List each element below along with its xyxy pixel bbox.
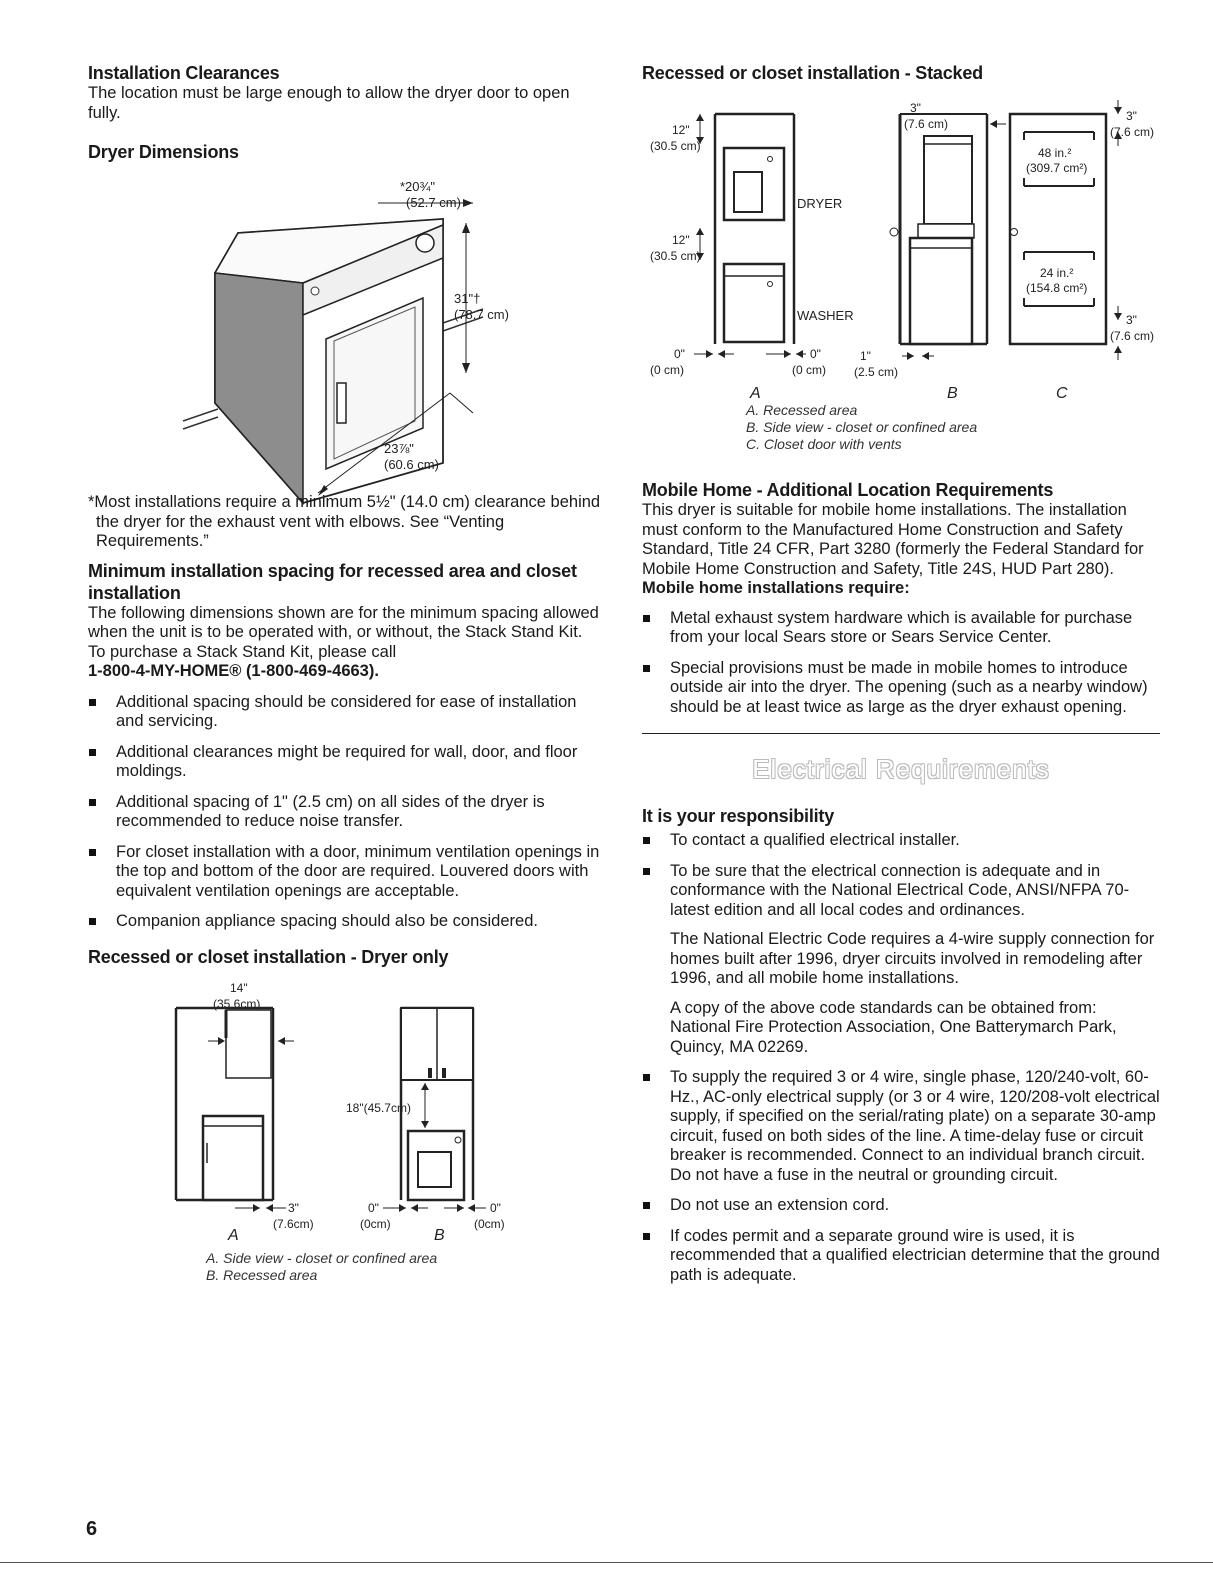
list-item: Additional spacing of 1" (2.5 cm) on all sides of the dryer is recommended to reduce noise transfer. [88, 793, 603, 832]
stacked-mid-gap-cm: (30.5 cm) [650, 249, 701, 263]
vent-top-area-cm: (309.7 cm²) [1026, 161, 1088, 175]
dryer-only-left-zero-cm: (0cm) [360, 1216, 391, 1231]
dryer-only-captions [206, 1250, 603, 1284]
dryer-width-cm: (52.7 cm) [406, 195, 461, 210]
door-top-gap-cm: (7.6 cm) [1110, 125, 1155, 139]
dryer-dimensions-diagram [88, 163, 603, 503]
list-item-text: To be sure that the electrical connection is adequate and in conformance with the National Electrical Code, ANSI/NFPA 70-latest edition and all local codes and ordinances. [670, 861, 1130, 919]
list-item-subtext: The National Electric Code requires a 4-wire supply connection for homes built after 1996, dryer circuits involved in remodeling after 1996, and all mobile home installations. [670, 930, 1155, 987]
dryer-height-label: 31"† [454, 291, 481, 306]
dryer-dimensions-title: Dryer Dimensions [88, 142, 239, 162]
section-divider [642, 733, 1160, 734]
dryer-only-side-gap-cm: (7.6cm) [273, 1216, 314, 1231]
stacked-label-b: B [947, 385, 958, 402]
right-column [642, 62, 1160, 1296]
stacked-diagram [642, 84, 1160, 402]
stacked-zero-right: 0" [810, 347, 821, 361]
min-spacing-list [88, 693, 603, 932]
mobile-home-text: This dryer is suitable for mobile home installations. The installation must conform to the Manufactured Home Construction and Safety Standard, Title 24 CFR, Part 3280 (formerly the Federal Standard for Mobile Home Construction and Safety, Title 24S, HUD Part 280). [642, 501, 1144, 578]
stacked-zero-right-cm: (0 cm) [792, 363, 826, 377]
list-item: If codes permit and a separate ground wire is used, it is recommended that a qualified electrician determine that the ground path is adequate. [642, 1227, 1160, 1286]
stacked-dryer-label: DRYER [797, 196, 843, 211]
list-item-subtext: A copy of the above code standards can be obtained from: National Fire Protection Association, One Batterymarch Park, Quincy, MA 02269. [670, 998, 1117, 1056]
stacked-mid-gap: 12" [672, 233, 690, 247]
mobile-home-title: Mobile Home - Additional Location Requirements [642, 480, 1054, 500]
list-item: Additional spacing should be considered for ease of installation and servicing. [88, 693, 603, 732]
dryer-only-label-a: A [228, 1226, 239, 1244]
vent-bottom-area: 24 in.² [1040, 266, 1074, 280]
stacked-zero-left-cm: (0 cm) [650, 363, 684, 377]
door-bottom-gap-cm: (7.6 cm) [1110, 329, 1155, 343]
stacked-side-gap-cm: (7.6 cm) [904, 117, 949, 131]
electrical-requirements-heading: Electrical Requirements [752, 754, 1050, 784]
stacked-back-gap: 1" [860, 349, 871, 363]
dryer-only-shelf-gap: 18"(45.7cm) [346, 1100, 411, 1115]
dryer-only-title: Recessed or closet installation - Dryer only [88, 946, 449, 967]
page-number: 6 [86, 1518, 98, 1540]
dryer-only-right-zero: 0" [490, 1200, 501, 1215]
stacked-zero-left: 0" [674, 347, 685, 361]
dryer-only-diagram [88, 968, 603, 1264]
dryer-depth-label: 23⅞" [384, 441, 414, 456]
list-item: Additional clearances might be required for wall, door, and floor moldings. [88, 743, 603, 782]
stacked-top-gap: 12" [672, 123, 690, 137]
min-spacing-text: The following dimensions shown are for the minimum spacing allowed when the unit is to be operated with, or without, the Stack Stand Kit. To purchase a Stack Stand Kit, please call [88, 603, 599, 661]
list-item [642, 862, 1160, 1058]
dryer-only-right-zero-cm: (0cm) [474, 1216, 505, 1231]
list-item: Metal exhaust system hardware which is available for purchase from your local Sears store or Sears Service Center. [642, 609, 1160, 648]
installation-clearances-text: The location must be large enough to allow the dryer door to open fully. [88, 84, 570, 122]
min-spacing-title: Minimum installation spacing for recessed area and closet installation [88, 560, 577, 603]
responsibility-title: It is your responsibility [642, 806, 835, 826]
list-item: For closet installation with a door, minimum ventilation openings in the top and bottom of the door are required. Louvered doors with equivalent ventilation openings are acceptable. [88, 843, 603, 902]
stacked-top-gap-cm: (30.5 cm) [650, 139, 701, 153]
door-top-gap: 3" [1126, 109, 1137, 123]
installation-clearances-title: Installation Clearances [88, 63, 280, 83]
dryer-only-top-gap: 14" [230, 980, 248, 995]
list-item: Special provisions must be made in mobile homes to introduce outside air into the dryer. The opening (such as a nearby window) should be at least twice as large as the dryer exhaust opening. [642, 659, 1160, 718]
dryer-only-top-gap-cm: (35.6cm) [213, 996, 261, 1011]
stacked-title: Recessed or closet installation - Stacked [642, 63, 983, 83]
mobile-home-subtitle: Mobile home installations require: [642, 579, 910, 597]
dryer-height-cm: (78.7 cm) [454, 307, 509, 322]
door-bottom-gap: 3" [1126, 313, 1137, 327]
vent-top-area: 48 in.² [1038, 146, 1072, 160]
stacked-captions [746, 402, 1160, 453]
electrical-list [642, 831, 1160, 1285]
caption: C. Closet door with vents [746, 436, 902, 452]
dryer-depth-cm: (60.6 cm) [384, 457, 439, 472]
caption: A. Side view - closet or confined area [206, 1249, 438, 1266]
left-column [88, 62, 603, 1284]
caption: B. Side view - closet or confined area [746, 419, 978, 435]
mobile-home-list [642, 609, 1160, 718]
caption: A. Recessed area [746, 402, 858, 418]
stack-stand-phone: 1-800-4-MY-HOME® (1-800-469-4663). [88, 662, 379, 680]
stacked-back-gap-cm: (2.5 cm) [854, 365, 899, 379]
caption: B. Recessed area [206, 1266, 318, 1283]
stacked-label-c: C [1056, 385, 1068, 402]
stacked-label-a: A [750, 385, 761, 402]
list-item: To supply the required 3 or 4 wire, single phase, 120/240-volt, 60-Hz., AC-only electrical supply (or 3 or 4 wire, 120/208-volt electrical supply, if specified on the serial/rating plate) on a separate 30-amp circuit, fused on both sides of the line. A time-delay fuse or circuit breaker is recommended. Connect to an individual branch circuit. Do not have a fuse in the neutral or grounding circuit. [642, 1068, 1160, 1185]
stacked-washer-label: WASHER [797, 308, 854, 323]
dryer-dimensions-footnote: *Most installations require a minimum 5½" (14.0 cm) clearance behind the dryer for the exhaust vent with elbows. See “Venting Requirements.” [88, 493, 601, 550]
dryer-only-left-zero: 0" [368, 1200, 379, 1215]
list-item: To contact a qualified electrical installer. [642, 831, 1160, 851]
dryer-only-side-gap: 3" [288, 1200, 299, 1215]
list-item: Do not use an extension cord. [642, 1196, 1160, 1216]
vent-bottom-area-cm: (154.8 cm²) [1026, 281, 1088, 295]
stacked-side-gap: 3" [910, 101, 921, 115]
list-item: Companion appliance spacing should also be considered. [88, 912, 603, 932]
bottom-rule [0, 1562, 1213, 1563]
dryer-width-label: *20¾" [400, 179, 435, 194]
dryer-only-label-b: B [434, 1226, 445, 1244]
